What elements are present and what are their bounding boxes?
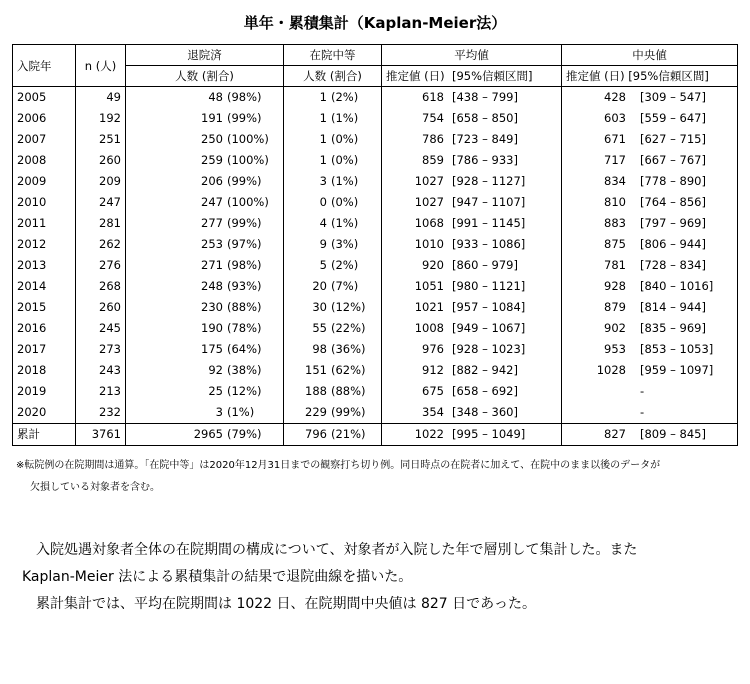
cell-discharged-pct: (79%) [227,427,262,441]
cell-mean-estimate: 1010 [414,237,444,251]
cell-n: 213 [99,384,121,398]
paragraph-line-2: Kaplan-Meier 法による累積集計の結果で退院曲線を描いた。 [22,569,413,585]
header-inpatient: 在院中等 [284,45,382,66]
table-row [13,255,738,276]
cell-discharged-pct: (1%) [227,405,255,419]
cell-year: 累計 [17,427,40,441]
cell-mean-estimate: 1027 [414,195,444,209]
cell-mean-estimate: 912 [422,363,444,377]
cell-mean-estimate: 754 [422,111,444,125]
cell-discharged-count: 48 [208,90,223,104]
cell-n: 260 [99,153,121,167]
cell-median-estimate: 879 [604,300,626,314]
table-row [13,297,738,318]
cell-n: 192 [99,111,121,125]
paragraph-line-3: 累計集計では、平均在院期間は 1022 日、在院期間中央値は 827 日であった。 [36,596,537,612]
cell-n: 260 [99,300,121,314]
table-row [13,213,738,234]
cell-mean-ci: [658 – 692] [452,384,518,398]
cell-discharged-pct: (38%) [227,363,262,377]
header-mean: 平均値 [382,45,562,66]
cell-discharged-pct: (100%) [227,132,269,146]
cell-n: 276 [99,258,121,272]
cell-n: 49 [106,90,121,104]
cell-median-ci: [806 – 944] [640,237,706,251]
page-title: 単年・累積集計（Kaplan-Meier法） [243,14,507,32]
table-row [13,276,738,297]
cell-n: 247 [99,195,121,209]
cell-inpatient-pct: (0%) [331,153,359,167]
cell-inpatient-count: 3 [319,174,327,188]
cell-n: 268 [99,279,121,293]
cell-year: 2016 [17,321,47,335]
cell-discharged-count: 3 [215,405,223,419]
cell-inpatient-count: 229 [305,405,327,419]
cell-median-estimate: 717 [604,153,626,167]
table-row [13,87,738,109]
cell-mean-estimate: 1021 [414,300,444,314]
cell-discharged-count: 247 [201,195,223,209]
subheader-median-estimate: 推定値 (日) [95%信頼区間] [562,66,738,87]
cell-mean-ci: [947 – 1107] [452,195,526,209]
cell-discharged-pct: (97%) [227,237,262,251]
cell-median-ci: [840 – 1016] [640,279,714,293]
cell-discharged-pct: (64%) [227,342,262,356]
cell-inpatient-pct: (22%) [331,321,366,335]
cell-mean-ci: [786 – 933] [452,153,518,167]
cell-median-ci: [778 – 890] [640,174,706,188]
cell-median-ci: [667 – 767] [640,153,706,167]
header-median: 中央値 [562,45,738,66]
cell-mean-ci: [928 – 1023] [452,342,526,356]
cell-discharged-pct: (12%) [227,384,262,398]
cell-discharged-pct: (78%) [227,321,262,335]
cell-inpatient-pct: (12%) [331,300,366,314]
cell-mean-estimate: 1051 [414,279,444,293]
header-n: n (人) [76,45,126,87]
cell-inpatient-pct: (99%) [331,405,366,419]
cell-median-ci: [728 – 834] [640,258,706,272]
cell-inpatient-pct: (3%) [331,237,359,251]
cell-mean-ci: [957 – 1084] [452,300,526,314]
cell-discharged-pct: (88%) [227,300,262,314]
cell-discharged-count: 248 [201,279,223,293]
footnote-line-1: ※転院例の在院期間は通算。「在院中等」は2020年12月31日までの観察打ち切り例。同日時点の在院者に加えて、在院中のまま以後のデータが [16,460,661,471]
cell-mean-estimate: 976 [422,342,444,356]
cell-inpatient-count: 188 [305,384,327,398]
cell-median-ci: [309 – 547] [640,90,706,104]
cell-median-estimate: 875 [604,237,626,251]
cell-inpatient-count: 98 [312,342,327,356]
cell-median-estimate: 883 [604,216,626,230]
cell-inpatient-pct: (1%) [331,111,359,125]
cell-median-estimate: 428 [604,90,626,104]
cell-discharged-pct: (98%) [227,258,262,272]
cell-inpatient-pct: (62%) [331,363,366,377]
cell-inpatient-pct: (1%) [331,216,359,230]
paragraph-line-1: 入院処遇対象者全体の在院期間の構成について、対象者が入院した年で層別して集計した。また [36,542,638,558]
cell-median-estimate: 810 [604,195,626,209]
cell-mean-ci: [658 – 850] [452,111,518,125]
cell-mean-estimate: 859 [422,153,444,167]
subheader-inpatient-count: 人数 (割合) [284,66,382,87]
cell-discharged-pct: (99%) [227,216,262,230]
cell-year: 2011 [17,216,47,230]
cell-median-ci: - [640,384,645,398]
cell-mean-ci: [933 – 1086] [452,237,526,251]
cell-discharged-pct: (100%) [227,153,269,167]
cell-mean-estimate: 1027 [414,174,444,188]
cell-inpatient-pct: (21%) [331,427,366,441]
cell-median-estimate: 902 [604,321,626,335]
cell-discharged-count: 277 [201,216,223,230]
cell-inpatient-count: 5 [319,258,327,272]
cell-median-ci: [764 – 856] [640,195,706,209]
cell-year: 2007 [17,132,47,146]
table-row [13,171,738,192]
cell-year: 2012 [17,237,47,251]
cell-mean-ci: [928 – 1127] [452,174,526,188]
cell-n: 232 [99,405,121,419]
cell-mean-ci: [949 – 1067] [452,321,526,335]
cell-median-ci: [835 – 969] [640,321,706,335]
cell-median-ci: [809 – 845] [640,427,706,441]
cell-inpatient-count: 1 [319,111,327,125]
cell-mean-ci: [995 – 1049] [452,427,526,441]
footnote-line-2: 欠損している対象者を含む。 [30,482,160,493]
cell-mean-estimate: 786 [422,132,444,146]
cell-n: 251 [99,132,121,146]
cell-mean-estimate: 1068 [414,216,444,230]
cell-mean-estimate: 675 [422,384,444,398]
cell-inpatient-pct: (88%) [331,384,366,398]
cell-mean-estimate: 1022 [414,427,444,441]
cell-median-estimate [566,402,626,423]
cell-median-estimate [566,381,626,402]
cell-inpatient-count: 1 [319,132,327,146]
table-row [13,192,738,213]
cell-discharged-pct: (100%) [227,195,269,209]
cell-inpatient-pct: (36%) [331,342,366,356]
cell-inpatient-count: 4 [319,216,327,230]
cell-median-ci: - [640,405,645,419]
cell-inpatient-pct: (1%) [331,174,359,188]
cell-n: 245 [99,321,121,335]
cell-mean-ci: [980 – 1121] [452,279,526,293]
cell-median-ci: [853 – 1053] [640,342,714,356]
cell-discharged-count: 92 [208,363,223,377]
cell-year: 2008 [17,153,47,167]
cell-median-ci: [814 – 944] [640,300,706,314]
cell-inpatient-count: 796 [305,427,327,441]
cell-discharged-count: 175 [201,342,223,356]
cell-year: 2020 [17,405,47,419]
cell-median-ci: [559 – 647] [640,111,706,125]
table-row [13,360,738,381]
cell-mean-estimate: 354 [422,405,444,419]
cell-year: 2013 [17,258,47,272]
header-discharged: 退院済 [126,45,284,66]
cell-year: 2006 [17,111,47,125]
cell-median-estimate: 834 [604,174,626,188]
cell-median-ci: [797 – 969] [640,216,706,230]
cell-inpatient-count: 151 [305,363,327,377]
cell-discharged-count: 271 [201,258,223,272]
cell-year: 2017 [17,342,47,356]
table-row [13,339,738,360]
cell-year: 2009 [17,174,47,188]
table-row [13,402,738,424]
cell-n: 243 [99,363,121,377]
cell-mean-ci: [348 – 360] [452,405,518,419]
cell-mean-ci: [723 – 849] [452,132,518,146]
cell-inpatient-count: 0 [319,195,327,209]
cell-discharged-pct: (93%) [227,279,262,293]
cell-mean-ci: [860 – 979] [452,258,518,272]
cell-median-estimate: 671 [604,132,626,146]
cell-median-estimate: 603 [604,111,626,125]
cell-discharged-count: 250 [201,132,223,146]
cell-inpatient-pct: (7%) [331,279,359,293]
table-row [13,129,738,150]
cell-inpatient-count: 1 [319,153,327,167]
cell-discharged-count: 191 [201,111,223,125]
cell-inpatient-pct: (0%) [331,132,359,146]
cell-inpatient-count: 30 [312,300,327,314]
cell-inpatient-count: 9 [319,237,327,251]
cell-mean-estimate: 618 [422,90,444,104]
cell-discharged-count: 190 [201,321,223,335]
cell-median-estimate: 1028 [596,363,626,377]
cell-discharged-pct: (98%) [227,90,262,104]
subheader-discharged-count: 人数 (割合) [126,66,284,87]
cell-year: 2005 [17,90,47,104]
cell-discharged-count: 253 [201,237,223,251]
cell-discharged-count: 230 [201,300,223,314]
cell-inpatient-count: 55 [312,321,327,335]
cell-inpatient-count: 1 [319,90,327,104]
cell-discharged-pct: (99%) [227,174,262,188]
subheader-mean-estimate: 推定値 (日) [95%信頼区間] [382,66,562,87]
cell-inpatient-pct: (0%) [331,195,359,209]
cell-n: 281 [99,216,121,230]
cell-mean-ci: [438 – 799] [452,90,518,104]
table-row [13,381,738,402]
cell-discharged-count: 259 [201,153,223,167]
cell-year: 2019 [17,384,47,398]
cell-mean-ci: [991 – 1145] [452,216,526,230]
table-row [13,234,738,255]
cell-year: 2010 [17,195,47,209]
cell-mean-estimate: 920 [422,258,444,272]
cell-n: 262 [99,237,121,251]
cell-median-estimate: 928 [604,279,626,293]
cell-median-ci: [959 – 1097] [640,363,714,377]
cell-discharged-count: 2965 [193,427,223,441]
table-row [13,318,738,339]
cell-inpatient-pct: (2%) [331,90,359,104]
cell-n: 3761 [91,427,121,441]
cell-mean-ci: [882 – 942] [452,363,518,377]
cell-discharged-count: 25 [208,384,223,398]
km-summary-table [12,44,738,446]
cell-median-estimate: 953 [604,342,626,356]
cell-median-estimate: 827 [604,427,626,441]
cell-year: 2014 [17,279,47,293]
cell-mean-estimate: 1008 [414,321,444,335]
cell-median-estimate: 781 [604,258,626,272]
table-row [13,150,738,171]
cell-year: 2018 [17,363,47,377]
cell-year: 2015 [17,300,47,314]
cell-discharged-pct: (99%) [227,111,262,125]
header-year: 入院年 [13,45,76,87]
table-total-row [13,424,738,446]
cell-inpatient-pct: (2%) [331,258,359,272]
cell-median-ci: [627 – 715] [640,132,706,146]
cell-inpatient-count: 20 [312,279,327,293]
cell-discharged-count: 206 [201,174,223,188]
table-row [13,108,738,129]
cell-n: 209 [99,174,121,188]
cell-n: 273 [99,342,121,356]
